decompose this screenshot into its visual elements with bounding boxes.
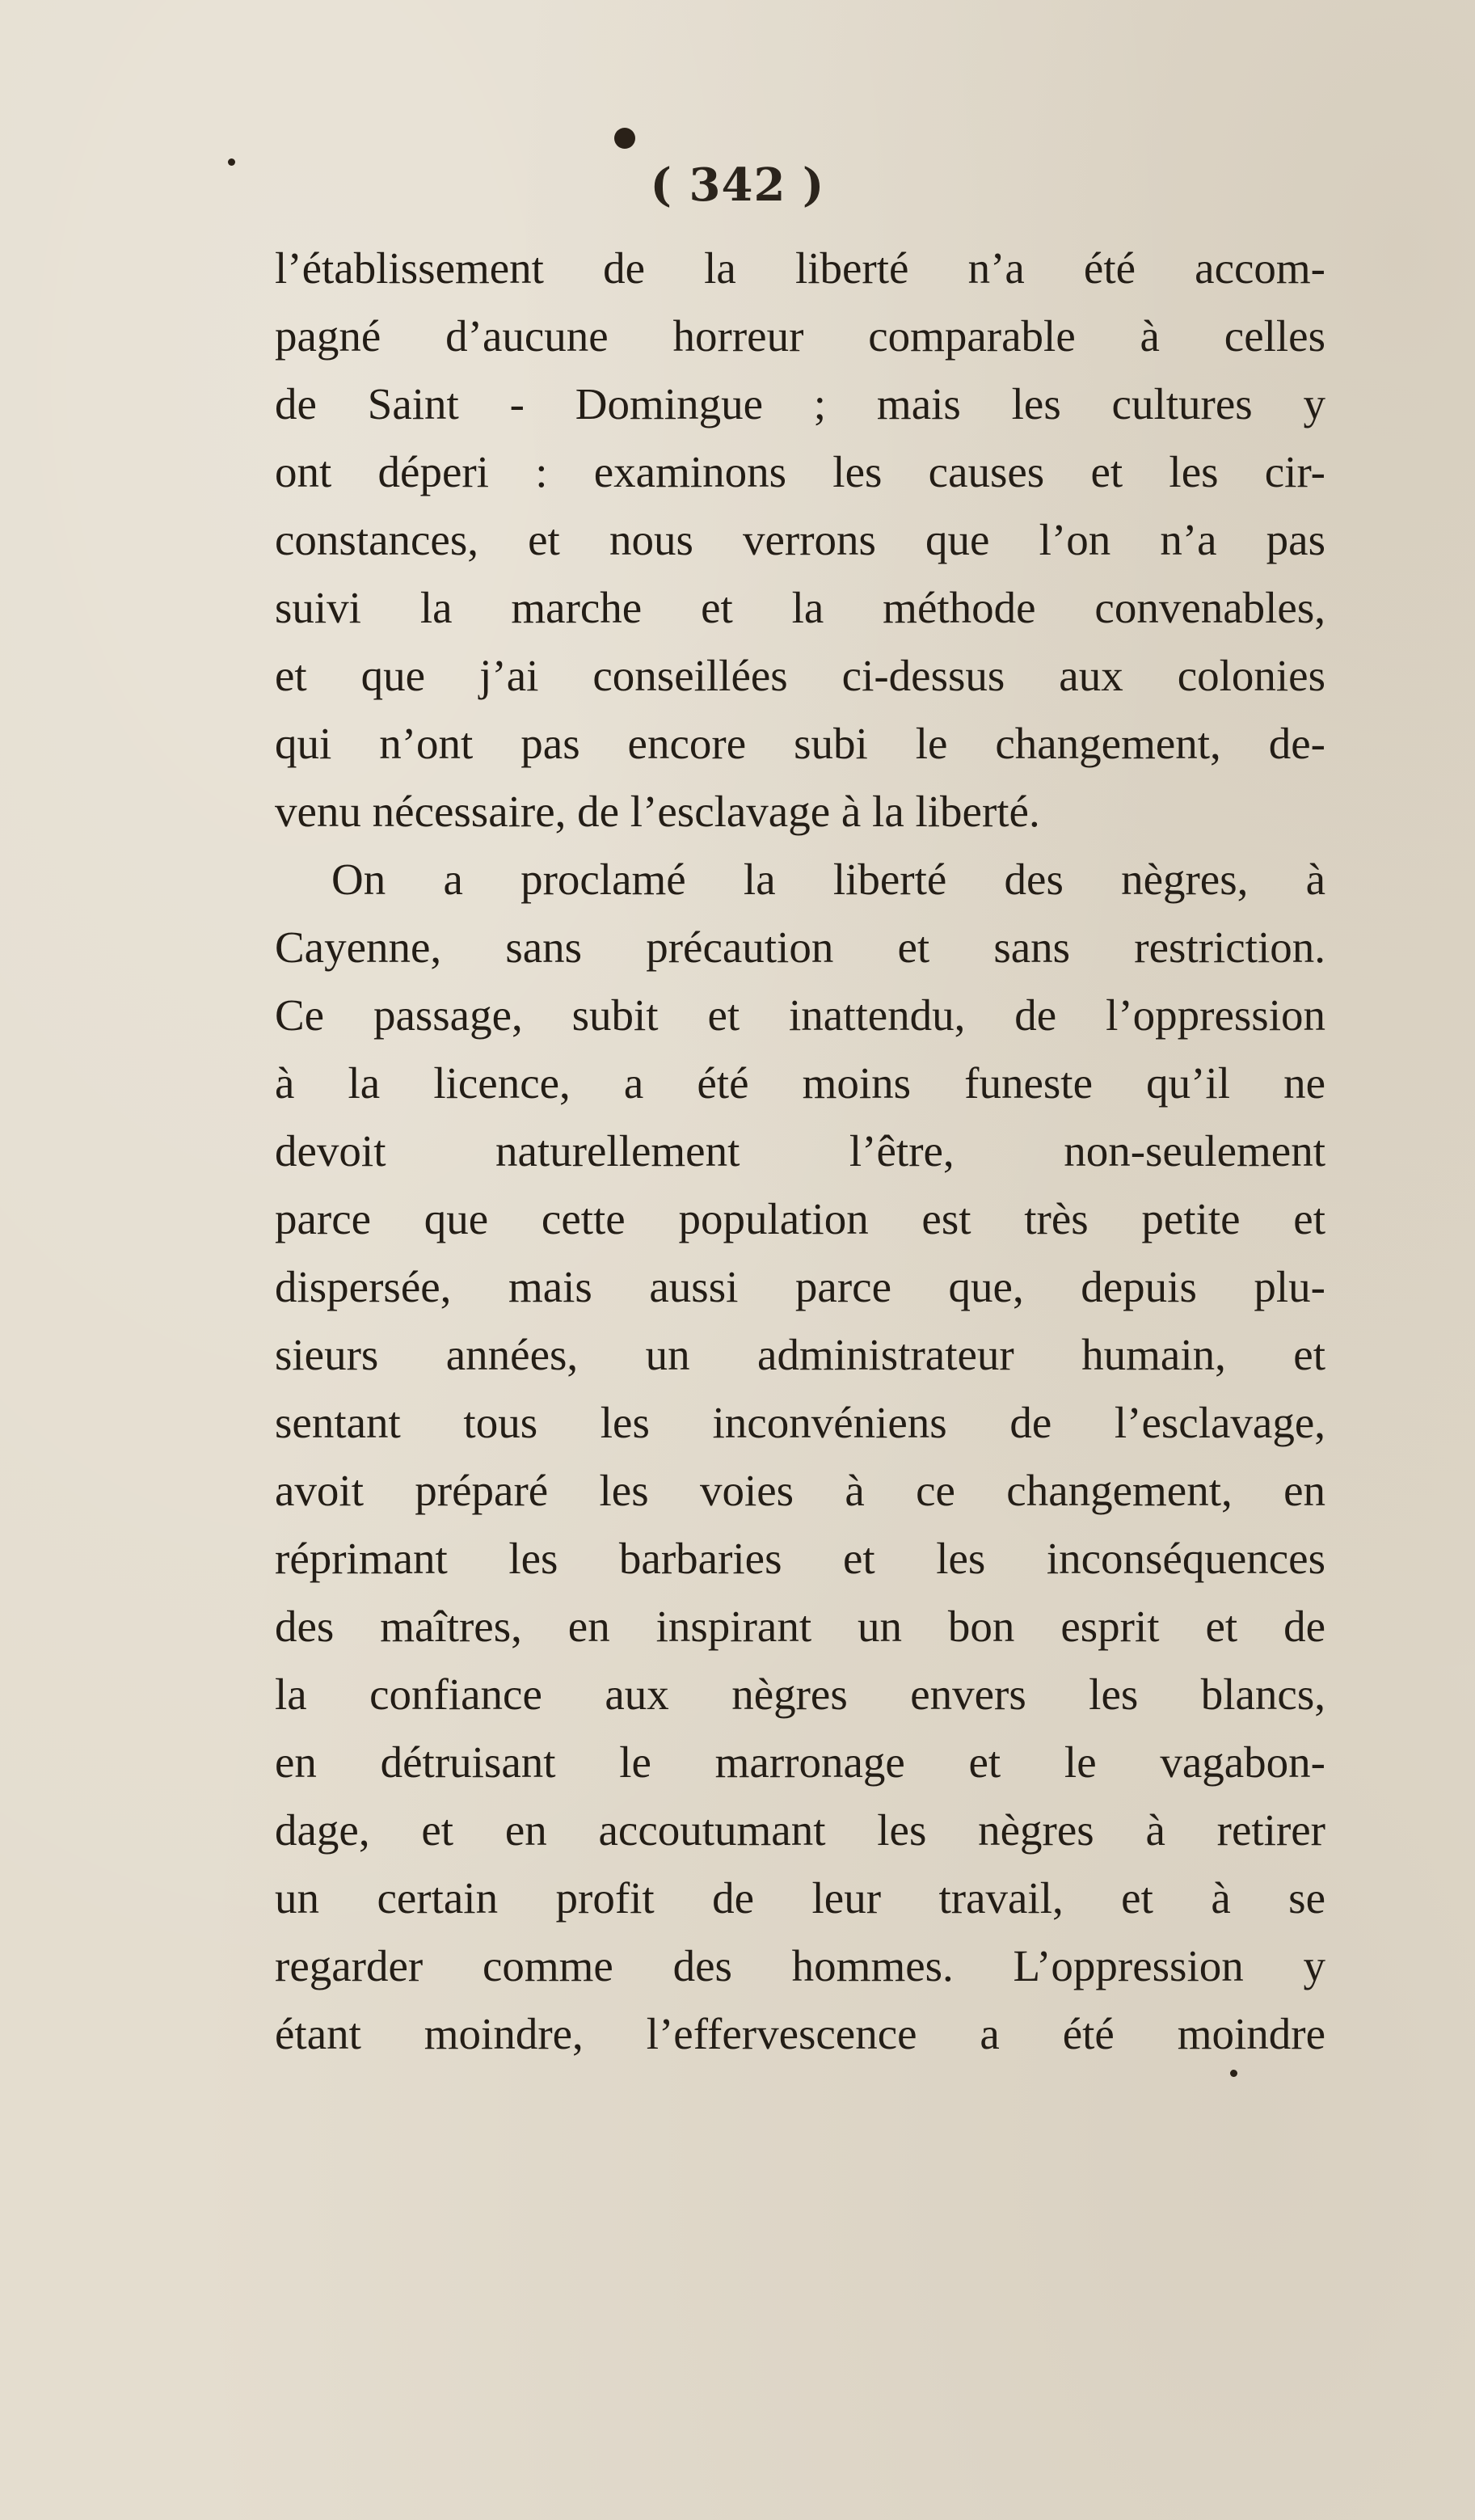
text-line: dispersée, mais aussi parce que, depuis plu-: [275, 1262, 1325, 1311]
text-line: suivi la marche et la méthode convenables,: [275, 583, 1325, 632]
text-line: Ce passage, subit et inattendu, de l’oppression: [275, 990, 1325, 1040]
text-line: devoit naturellement l’être, non-seulement: [275, 1126, 1325, 1176]
text-line: de Saint - Domingue ; mais les cultures y: [275, 379, 1325, 428]
body-text: [275, 234, 1325, 2068]
text-line: un certain profit de leur travail, et à se: [275, 1873, 1325, 1923]
text-line: regarder comme des hommes. L’oppression y: [275, 1941, 1325, 1990]
page-number: ( 342 ): [650, 158, 825, 212]
text-line: la confiance aux nègres envers les blancs,: [275, 1669, 1325, 1719]
text-line: venu nécessaire, de l’esclavage à la liberté.: [275, 787, 1040, 836]
text-line: sentant tous les inconvéniens de l’esclavage,: [275, 1398, 1325, 1447]
text-line: avoit préparé les voies à ce changement, en: [275, 1466, 1325, 1515]
text-line: ont déperi : examinons les causes et les cir-: [275, 447, 1325, 496]
text-line: constances, et nous verrons que l’on n’a pas: [275, 515, 1325, 564]
text-line: réprimant les barbaries et les inconséquences: [275, 1534, 1325, 1583]
text-line: Cayenne, sans précaution et sans restriction.: [275, 922, 1325, 972]
text-line: On a proclamé la liberté des nègres, à: [331, 855, 1325, 904]
text-line: étant moindre, l’effervescence a été moindre: [275, 2009, 1325, 2058]
text-line: sieurs années, un administrateur humain, et: [275, 1330, 1325, 1379]
text-line: l’établissement de la liberté n’a été accom-: [275, 243, 1325, 293]
text-line: à la licence, a été moins funeste qu’il ne: [275, 1058, 1325, 1108]
text-line: qui n’ont pas encore subi le changement, de-: [275, 719, 1325, 768]
text-line: en détruisant le marronage et le vagabon-: [275, 1737, 1325, 1787]
text-line: dage, et en accoutumant les nègres à retirer: [275, 1805, 1325, 1855]
text-line: et que j’ai conseillées ci-dessus aux colonies: [275, 651, 1325, 700]
text-line: parce que cette population est très petite et: [275, 1194, 1325, 1243]
text-line: pagné d’aucune horreur comparable à celles: [275, 311, 1325, 361]
text-line: des maîtres, en inspirant un bon esprit et de: [275, 1602, 1325, 1651]
ink-speck: [614, 128, 635, 149]
ink-speck: [1230, 2070, 1237, 2077]
